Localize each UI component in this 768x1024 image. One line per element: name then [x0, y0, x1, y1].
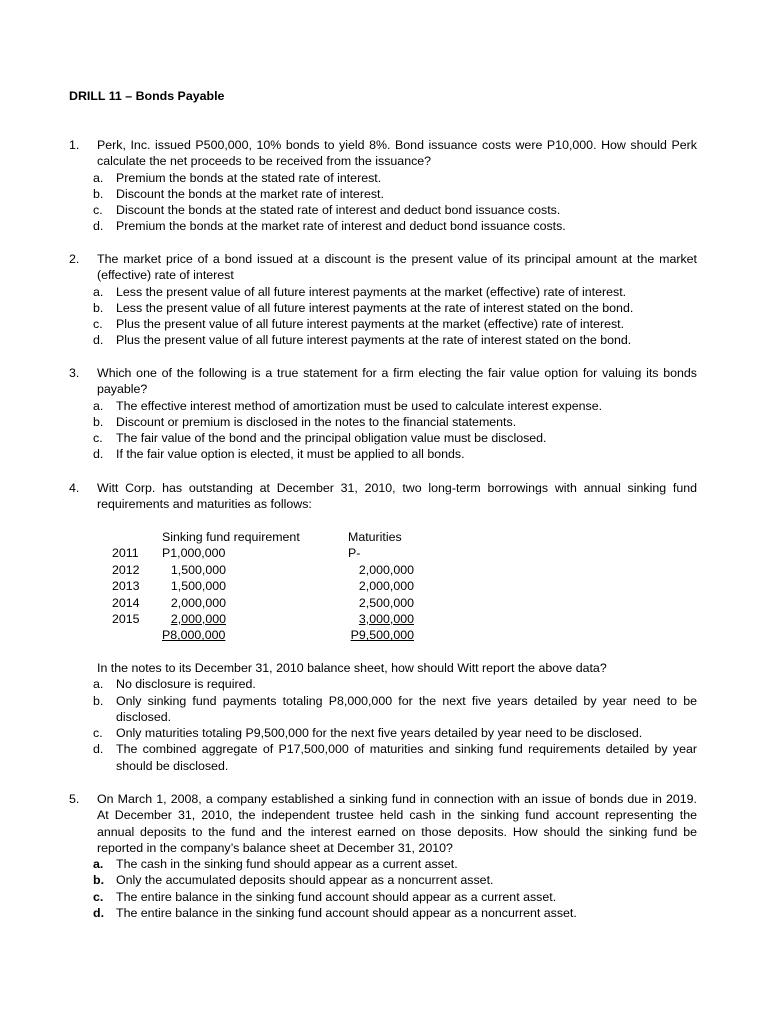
question-1 — [69, 137, 697, 235]
option-item: b. Discount the bonds at the market rate of interest. — [93, 186, 384, 201]
option-item: b. Only the accumulated deposits should appear as a noncurrent asset. — [93, 873, 494, 888]
option-item: a. The cash in the sinking fund should appear as a current asset. — [93, 857, 458, 872]
table-row: 2011 P1,000,000 P- — [112, 546, 361, 561]
question-4-followup — [69, 660, 697, 774]
option-item: c. Discount the bonds at the stated rate of interest and deduct bond issuance costs. — [93, 203, 561, 218]
option-item: d. Premium the bonds at the market rate of interest and deduct bond issuance costs. — [93, 219, 566, 234]
followup-text: In the notes to its December 31, 2010 balance sheet, how should Witt report the above data? — [97, 661, 607, 675]
table-header-row — [112, 529, 414, 545]
question-3 — [69, 365, 697, 463]
question-text: On March 1, 2008, a company established a sinking fund in connection with an issue of bonds due in 2019. At December 31, 2010, the independent trustee held cash in the sinking fund account representing the annual deposits to the fund and the interest earned on those deposits. How should the sinking fund be reported in the company’s balance sheet at December 31, 2010? — [97, 792, 697, 855]
option-item: d. Plus the present value of all future interest payments at the rate of interest stated on the bond. — [93, 333, 632, 348]
option-item: b. Less the present value of all future interest payments at the rate of interest stated on the bond. — [93, 300, 634, 315]
column-header-sinking-fund: Sinking fund requirement — [162, 530, 300, 545]
question-number: 4. — [69, 481, 80, 495]
option-item: d. If the fair value option is elected, it must be applied to all bonds. — [93, 447, 465, 462]
table-row: 2013 1,500,000 2,000,000 — [112, 579, 414, 594]
question-number: 5. — [69, 792, 80, 806]
question-number: 3. — [69, 366, 80, 380]
page-title: DRILL 11 – Bonds Payable — [69, 89, 225, 103]
question-4 — [69, 480, 697, 513]
table-total-row: P8,000,000 P9,500,000 — [162, 628, 414, 643]
table-row: 2014 2,000,000 2,500,000 — [112, 595, 414, 610]
question-text: Witt Corp. has outstanding at December 31, 2010, two long-term borrowings with annual sinking fund requirements and maturities as follows: — [97, 481, 697, 512]
option-item: a. No disclosure is required. — [93, 677, 256, 692]
option-item: c. Plus the present value of all future interest payments at the market (effective) rate of interest. — [93, 317, 625, 332]
option-item: c. Only maturities totaling P9,500,000 for the next five years detailed by year need to be disclosed. — [93, 726, 643, 741]
option-item: d. The entire balance in the sinking fund account should appear as a noncurrent asset. — [93, 906, 577, 921]
option-item: a. Premium the bonds at the stated rate of interest. — [93, 170, 382, 185]
option-item: a. Less the present value of all future interest payments at the market (effective) rate of interest. — [93, 284, 627, 299]
option-item: c. The fair value of the bond and the principal obligation value must be disclosed. — [93, 431, 547, 446]
column-header-maturities: Maturities — [348, 530, 402, 545]
question-text: The market price of a bond issued at a discount is the present value of its principal amount at the market (effective) rate of interest — [97, 252, 697, 283]
question-text: Perk, Inc. issued P500,000, 10% bonds to yield 8%. Bond issuance costs were P10,000. How should Perk calculate the net proceeds to be received from the issuance? — [97, 138, 697, 169]
option-item: c. The entire balance in the sinking fund account should appear as a current asset. — [93, 889, 557, 904]
table-row: 2015 2,000,000 3,000,000 — [112, 612, 414, 626]
question-number: 2. — [69, 252, 80, 266]
question-text: Which one of the following is a true statement for a firm electing the fair value option for valuing its bonds payable? — [97, 366, 697, 397]
question-5 — [69, 791, 697, 921]
option-item: d. The combined aggregate of P17,500,000 of maturities and sinking fund requirements detailed by year should be disclosed. — [93, 742, 697, 773]
option-item: a. The effective interest method of amortization must be used to calculate interest expense. — [93, 398, 603, 413]
option-item: b. Discount or premium is disclosed in the notes to the financial statements. — [93, 414, 517, 429]
question-2 — [69, 251, 697, 349]
sinking-fund-table — [112, 529, 414, 644]
option-item: b. Only sinking fund payments totaling P8,000,000 for the next five years detailed by year need to be disclosed. — [93, 693, 697, 724]
table-row: 2012 1,500,000 2,000,000 — [112, 562, 414, 577]
question-number: 1. — [69, 138, 80, 152]
